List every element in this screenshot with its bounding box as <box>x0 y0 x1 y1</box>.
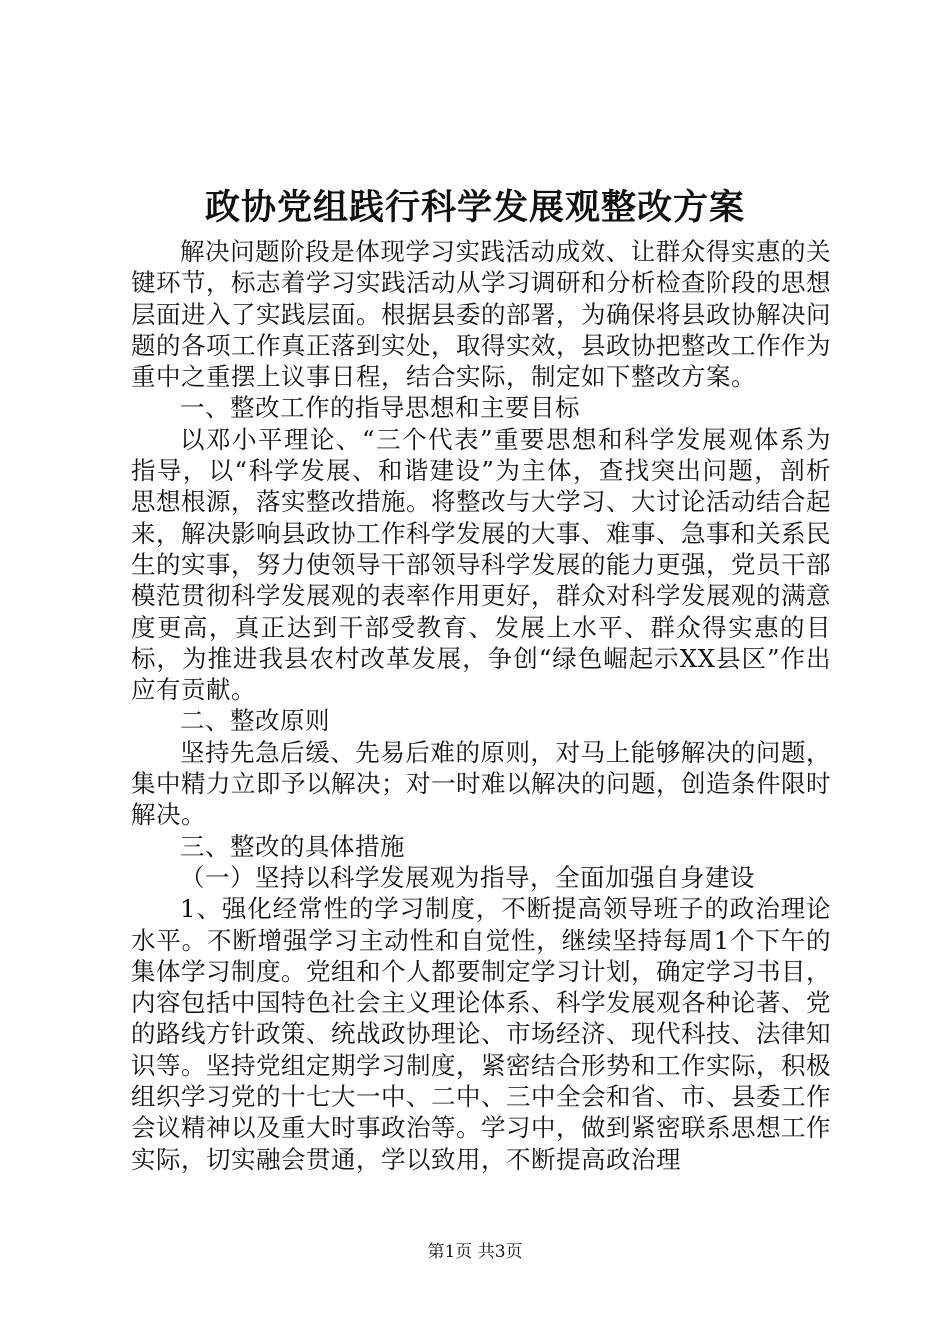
page-footer: 第1页 共3页 <box>427 1242 523 1262</box>
document-title: 政协党组践行科学发展观整改方案 <box>204 187 745 228</box>
section-paragraph-1: 以邓小平理论、“三个代表”重要思想和科学发展观体系为指导，以“科学发展、和谐建设”为主体，查找突出问题，剖析思想根源，落实整改措施。将整改与大学习、大讨论活动结合起来，解决影响县政协工作科学发展的大事、难事、急事和关系民生的实事，努力使领导干部领导科学发展的能力更强，党员干部模范贯彻科学发展观的表率作用更好，群众对科学发展观的满意度更高，真正达到干部受教育、发展上水平、群众得实惠的目标，为推进我县农村改革发展，争创“绿色崛起示XX县区”作出应有贡献。 <box>131 424 831 705</box>
measure-paragraph-1: 1、强化经常性的学习制度，不断提高领导班子的政治理论水平。不断增强学习主动性和自觉性，继续坚持每周1个下午的集体学习制度。党组和个人都要制定学习计划，确定学习书目，内容包括中国特色社会主义理论体系、科学发展观各种论著、党的路线方针政策、统战政协理论、市场经济、现代科技、法律知识等。坚持党组定期学习制度，紧密结合形势和工作实际，积极组织学习党的十七大一中、二中、三中全会和省、市、县委工作会议精神以及重大时事政治等。学习中，做到紧密联系思想工作实际，切实融会贯通，学以致用，不断提高政治理 <box>131 894 831 1174</box>
section-paragraph-2: 坚持先急后缓、先易后难的原则，对马上能够解决的问题，集中精力立即予以解决；对一时难以解决的问题，创造条件限时解决。 <box>131 737 831 830</box>
section-heading-1: 一、整改工作的指导思想和主要目标 <box>180 393 580 423</box>
document-body <box>131 236 831 1175</box>
subsection-heading-1: （一）坚持以科学发展观为指导，全面加强自身建设 <box>180 862 755 892</box>
section-heading-3: 三、整改的具体措施 <box>180 831 405 861</box>
section-heading-2: 二、整改原则 <box>180 706 330 736</box>
intro-paragraph: 解决问题阶段是体现学习实践活动成效、让群众得实惠的关键环节，标志着学习实践活动从学习调研和分析检查阶段的思想层面进入了实践层面。根据县委的部署，为确保将县政协解决问题的各项工作真正落到实处，取得实效，县政协把整改工作作为重中之重摆上议事日程，结合实际，制定如下整改方案。 <box>131 237 831 392</box>
